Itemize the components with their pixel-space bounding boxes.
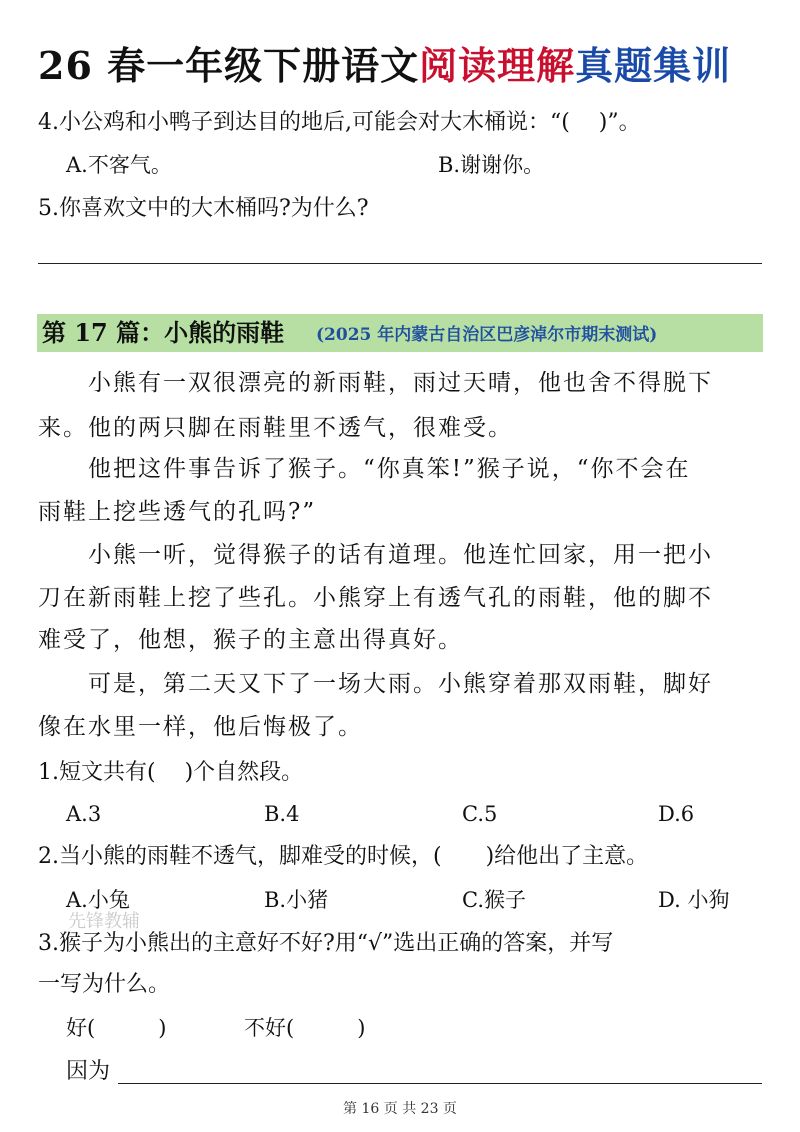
question-4-option-a: A.不客气。 (66, 153, 172, 177)
article-line: 可是，第二天又下了一场大雨。小熊穿着那双雨鞋，脚好 (38, 671, 713, 697)
article-source: (2025 年内蒙古自治区巴彦淖尔市期末测试) (316, 325, 658, 345)
question-1-option: B.4 (264, 802, 300, 826)
title-blue-part: 真题集训 (575, 43, 732, 88)
title-red-part: 阅读理解 (419, 43, 576, 88)
title-prefix: 26 春一年级下册语文 (38, 43, 420, 88)
page-footer: 第 16 页 共 23 页 (343, 1101, 457, 1117)
question-1-option: C.5 (462, 802, 498, 826)
question-2-option: B.小猪 (264, 888, 329, 912)
article-line: 像在水里一样，他后悔极了。 (38, 714, 363, 740)
question-4: 4.小公鸡和小鸭子到达目的地后,可能会对大木桶说：“( )”。 (38, 110, 641, 135)
answer-line-q5 (38, 263, 762, 264)
article-line: 来。他的两只脚在雨鞋里不透气，很难受。 (38, 415, 513, 441)
question-5: 5.你喜欢文中的大木桶吗?为什么? (38, 196, 369, 221)
article-line: 小熊有一双很漂亮的新雨鞋，雨过天晴，他也舍不得脱下 (38, 370, 713, 396)
question-2-option: C.猴子 (462, 888, 526, 912)
because-label: 因为 (66, 1059, 111, 1084)
question-3-line-2: 一写为什么。 (38, 972, 171, 997)
article-line: 刀在新雨鞋上挖了些孔。小熊穿上有透气孔的雨鞋，他的脚不 (38, 585, 713, 611)
article-line: 难受了，他想，猴子的主意出得真好。 (38, 627, 463, 653)
article-line: 雨鞋上挖些透气的孔吗?” (38, 499, 317, 525)
good-choice: 好( ) (66, 1016, 167, 1040)
bad-choice: 不好( ) (244, 1016, 366, 1040)
watermark: 先锋教辅 (68, 911, 140, 932)
article-title: 第 17 篇：小熊的雨鞋 (42, 318, 285, 347)
article-line: 小熊一听，觉得猴子的话有道理。他连忙回家，用一把小 (38, 542, 713, 568)
question-2: 2.当小熊的雨鞋不透气，脚难受的时候，( )给他出了主意。 (38, 844, 649, 869)
question-1-option: A.3 (66, 802, 102, 826)
question-1-option: D.6 (658, 802, 695, 826)
question-2-option: A.小兔 (66, 888, 130, 912)
question-2-option: D. 小狗 (658, 888, 730, 912)
question-4-option-b: B.谢谢你。 (438, 153, 545, 177)
question-1: 1.短文共有( )个自然段。 (38, 760, 304, 785)
article-line: 他把这件事告诉了猴子。“你真笨!”猴子说，“你不会在 (38, 456, 691, 482)
question-3-line-1: 3.猴子为小熊出的主意好不好?用“√”选出正确的答案，并写 (38, 931, 614, 956)
answer-line-q3 (118, 1083, 762, 1084)
page-title (38, 40, 731, 92)
